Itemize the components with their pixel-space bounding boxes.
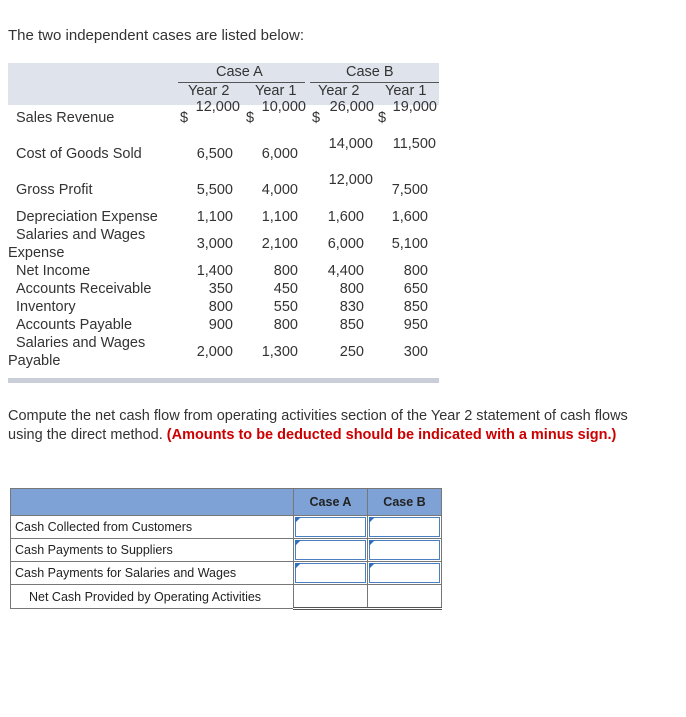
- value-swp-b2: 250: [339, 344, 364, 360]
- answer-row-cash-collected: [11, 516, 442, 539]
- row-label-sales-revenue: Sales Revenue: [16, 110, 115, 126]
- input-cash-collected-case-b[interactable]: [368, 516, 442, 539]
- data-table-bottom-band: [8, 378, 439, 383]
- value-ni-b1: 800: [403, 263, 428, 279]
- value-cogs-a1: 6,000: [261, 146, 298, 162]
- value-ni-a2: 1,400: [196, 263, 233, 279]
- row-label-inventory: Inventory: [16, 299, 76, 315]
- input-cash-collected-case-a[interactable]: [294, 516, 368, 539]
- value-ar-b2: 800: [339, 281, 364, 297]
- value-sal-b1: 5,100: [391, 236, 428, 252]
- answer-header-case-a: Case A: [294, 489, 368, 516]
- currency-sign: $: [378, 110, 387, 126]
- currency-sign: $: [180, 110, 189, 126]
- currency-sign: $: [312, 110, 321, 126]
- value-gp-b1: 7,500: [391, 182, 428, 198]
- answer-row-cash-suppliers: [11, 539, 442, 562]
- value-sales-b1: 19,000: [392, 99, 437, 115]
- value-inv-b2: 830: [339, 299, 364, 315]
- row-label-gross-profit: Gross Profit: [16, 182, 93, 198]
- answer-label-net-cash: Net Cash Provided by Operating Activities: [11, 585, 294, 609]
- question-text: [8, 407, 633, 445]
- header-case-b: Case B: [346, 64, 394, 80]
- value-ni-a1: 800: [273, 263, 298, 279]
- value-cogs-b1: 11,500: [392, 136, 436, 152]
- input-cash-suppliers-case-b[interactable]: [368, 539, 442, 562]
- value-inv-b1: 850: [403, 299, 428, 315]
- input-cash-salaries-case-a[interactable]: [294, 562, 368, 585]
- answer-row-cash-salaries: [11, 562, 442, 585]
- value-swp-a1: 1,300: [261, 344, 298, 360]
- value-swp-a2: 2,000: [196, 344, 233, 360]
- value-gp-a2: 5,500: [196, 182, 233, 198]
- answer-header-blank: [11, 489, 294, 516]
- value-sales-b2: 26,000: [329, 99, 374, 115]
- value-gp-b2: 12,000: [328, 172, 373, 188]
- header-year-a2: Year 2: [188, 83, 230, 99]
- value-cogs-a2: 6,500: [196, 146, 233, 162]
- value-ar-a2: 350: [208, 281, 233, 297]
- header-year-b1: Year 1: [385, 83, 427, 99]
- answer-label-cash-salaries: Cash Payments for Salaries and Wages: [11, 562, 294, 585]
- total-net-cash-case-b: [368, 585, 442, 609]
- answer-label-cash-collected: Cash Collected from Customers: [11, 516, 294, 539]
- row-label-accounts-receivable: Accounts Receivable: [16, 281, 152, 297]
- row-label-salaries-payable-cont: Payable: [8, 353, 61, 369]
- total-net-cash-case-a: [294, 585, 368, 609]
- value-cogs-b2: 14,000: [328, 136, 373, 152]
- value-ap-a1: 800: [273, 317, 298, 333]
- input-cash-salaries-case-b[interactable]: [368, 562, 442, 585]
- value-ar-b1: 650: [403, 281, 428, 297]
- value-sal-a2: 3,000: [196, 236, 233, 252]
- input-cash-suppliers-case-a[interactable]: [294, 539, 368, 562]
- value-gp-a1: 4,000: [261, 182, 298, 198]
- answer-header-case-b: Case B: [368, 489, 442, 516]
- header-year-b2: Year 2: [318, 83, 360, 99]
- value-swp-b1: 300: [403, 344, 428, 360]
- row-label-net-income: Net Income: [16, 263, 91, 279]
- row-label-depreciation: Depreciation Expense: [16, 209, 158, 225]
- value-dep-b2: 1,600: [327, 209, 364, 225]
- question-note: (Amounts to be deducted should be indicated with a minus sign.): [166, 427, 617, 443]
- row-label-accounts-payable: Accounts Payable: [16, 317, 133, 333]
- value-ap-b1: 950: [403, 317, 428, 333]
- value-ap-b2: 850: [339, 317, 364, 333]
- answer-row-net-cash: [11, 585, 442, 609]
- row-label-salaries-payable: Salaries and Wages: [16, 335, 146, 351]
- value-ni-b2: 4,400: [327, 263, 364, 279]
- value-sales-a1: 10,000: [261, 99, 306, 115]
- value-ap-a2: 900: [208, 317, 233, 333]
- answer-table: [10, 488, 442, 610]
- value-inv-a2: 800: [208, 299, 233, 315]
- header-year-a1: Year 1: [255, 83, 297, 99]
- intro-text: The two independent cases are listed below:: [8, 27, 305, 44]
- value-dep-a1: 1,100: [261, 209, 298, 225]
- row-label-salaries-expense-cont: Expense: [8, 245, 65, 261]
- value-inv-a1: 550: [273, 299, 298, 315]
- value-ar-a1: 450: [273, 281, 298, 297]
- currency-sign: $: [246, 110, 255, 126]
- answer-table-header: [11, 489, 442, 516]
- answer-label-cash-suppliers: Cash Payments to Suppliers: [11, 539, 294, 562]
- question-main: Compute the net cash flow from operating activities section of the Year 2 statement of cash flows using the direct method.: [8, 408, 628, 443]
- value-sales-a2: 12,000: [195, 99, 240, 115]
- value-dep-a2: 1,100: [196, 209, 233, 225]
- value-sal-b2: 6,000: [327, 236, 364, 252]
- value-sal-a1: 2,100: [261, 236, 298, 252]
- row-label-cogs: Cost of Goods Sold: [16, 146, 142, 162]
- row-label-salaries-expense: Salaries and Wages: [16, 227, 146, 243]
- header-case-a: Case A: [216, 64, 263, 80]
- value-dep-b1: 1,600: [391, 209, 428, 225]
